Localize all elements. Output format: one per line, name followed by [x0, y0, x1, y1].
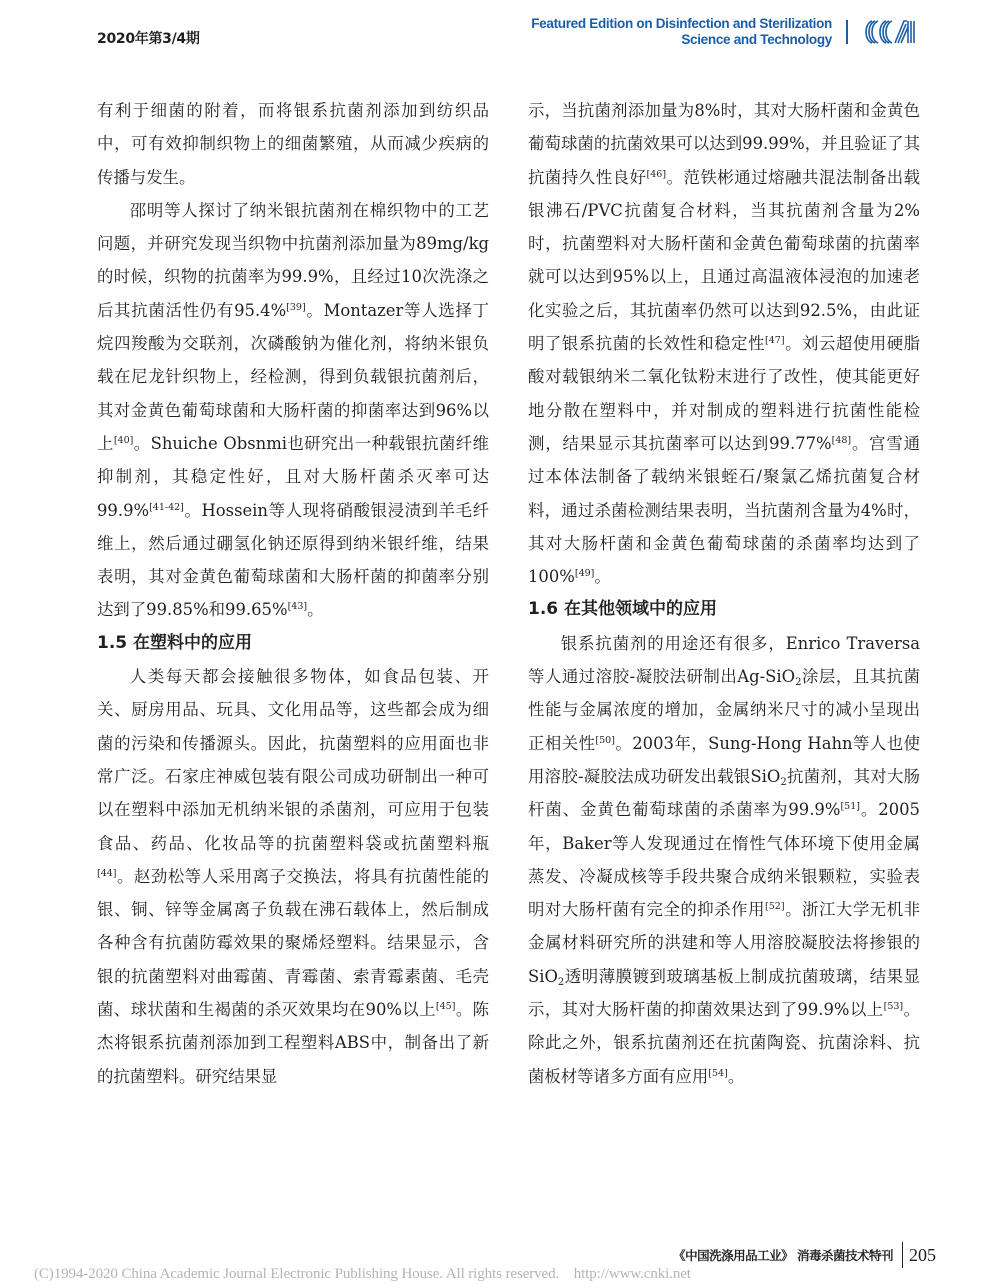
text: 人类每天都会接触很多物体，如食品包装、开关、厨房用品、玩具、文化用品等，这些都会成为细菌的污染和传播源头。因此，抗菌塑料的应用面也非常广泛。石家庄神威包装有限公司成功研制出一种可以在塑料中添加无机纳米银的杀菌剂，可应用于包装食品、药品、化妆品等的抗菌塑料袋或抗菌塑料瓶 — [97, 667, 489, 853]
subscript: 2 — [557, 976, 565, 988]
text: 。浙江大学无机非金属材料研究所的洪建和等人用溶胶凝胶法将掺银的SiO — [528, 900, 921, 986]
edition-title — [531, 16, 832, 47]
citation: [54] — [708, 1067, 728, 1079]
paragraph — [97, 94, 489, 194]
text: 有利于细菌的附着，而将银系抗菌剂添加到纺织品中，可有效抑制织物上的细菌繁殖，从而减少疾病的传播与发生。 — [97, 101, 489, 187]
text: 涂层，且其抗菌性能与金属浓度的增加，金属纳米尺寸的减小呈现出正相关性 — [528, 667, 920, 753]
paragraph — [528, 627, 920, 1093]
text: 。除此之外，银系抗菌剂还在抗菌陶瓷、抗菌涂料、抗菌板材等诸多方面有应用 — [528, 1000, 920, 1086]
text: 示，当抗菌剂添加量为8%时，其对大肠杆菌和金黄色葡萄球菌的抗菌效果可以达到99.99%，并且验证了其抗菌持久性良好 — [528, 101, 920, 187]
journal-name: 《中国洗涤用品工业》 消毒杀菌技术特刊 — [673, 1248, 893, 1263]
text: 。Hossein等人现将硝酸银浸渍到羊毛纤维上，然后通过硼氢化钠还原得到纳米银纤维，结果表明，其对金黄色葡萄球菌和大肠杆菌的抑菌率分别达到了99.85%和99.65% — [97, 500, 489, 620]
text: 。2005年，Baker等人发现通过在惰性气体环境下使用金属蒸发、冷凝成核等手段共聚合成纳米银颗粒，实验表明对大肠杆菌有完全的抑杀作用 — [528, 800, 920, 920]
citation: [47] — [765, 335, 785, 347]
text: 银系抗菌剂的用途还有很多，Enrico Traversa等人通过溶胶-凝胶法研制出Ag-SiO — [528, 633, 920, 687]
text: 。宫雪通过本体法制备了载纳米银蛭石/聚氯乙烯抗菌复合材料，通过杀菌检测结果表明，当抗菌剂含量为4%时，其对大肠杆菌和金黄色葡萄球菌的杀菌率均达到了100% — [528, 433, 921, 587]
text: 。陈杰将银系抗菌剂添加到工程塑料ABS中，制备出了新的抗菌塑料。研究结果显 — [97, 1000, 490, 1086]
citation: [45] — [435, 1001, 456, 1013]
text: 。 — [594, 567, 611, 587]
citation: [43] — [287, 601, 308, 613]
citation: [51] — [840, 801, 860, 813]
text: 。刘云超使用硬脂酸对载银纳米二氧化钛粉末进行了改性，使其能更好地分散在塑料中，并对制成的塑料进行抗菌性能检测，结果显示其抗菌率可以达到99.77% — [528, 334, 921, 453]
footer-divider — [902, 1242, 903, 1268]
text: 邵明等人探讨了纳米银抗菌剂在棉织物中的工艺问题，并研究发现当织物中抗菌剂添加量为89mg/kg的时候，织物的抗菌率为99.9%，且经过10次洗涤之后其抗菌活性仍有95.4% — [97, 200, 489, 320]
citation: [52] — [765, 901, 785, 913]
citation: [41-42] — [149, 501, 184, 513]
subscript: 2 — [795, 677, 802, 689]
left-column — [97, 94, 489, 1093]
citation: [44] — [97, 867, 117, 879]
citation: [53] — [883, 1001, 904, 1013]
citation: [49] — [574, 568, 595, 580]
text: 。 — [727, 1066, 745, 1086]
text: 。赵劲松等人采用离子交换法，将具有抗菌性能的银、铜、锌等金属离子负载在沸石载体上，然后制成各种含有抗菌防霉效果的聚烯烃塑料。结果显示，含银的抗菌塑料对曲霉菌、青霉菌、索青霉素菌、毛壳菌、球状菌和生褐菌的杀灭效果均在90%以上 — [97, 866, 489, 1020]
text: 。Shuiche Obsnmi也研究出一种载银抗菌纤维抑制剂，其稳定性好，且对大肠杆菌杀灭率可达99.9% — [97, 433, 489, 520]
copyright-notice: (C)1994-2020 China Academic Journal Electronic Publishing House. All rights reserved. http://www.cnki.net — [34, 1266, 691, 1282]
page-footer — [673, 1242, 936, 1268]
text: 抗菌剂，其对大肠杆菌、金黄色葡萄球菌的杀菌率为99.9% — [528, 766, 920, 820]
section-heading-1-5: 1.5 在塑料中的应用 — [97, 632, 253, 653]
issue-label: 2020年第3/4期 — [97, 31, 200, 47]
section-heading-1-6: 1.6 在其他领域中的应用 — [528, 599, 718, 620]
text: 。Montazer等人选择丁烷四羧酸为交联剂，次磷酸钠为催化剂，将纳米银负载在尼龙针织物上，经检测，得到负载银抗菌剂后，其对金黄色葡萄球菌和大肠杆菌的抑菌率达到96%以上 — [97, 300, 489, 453]
paragraph — [97, 660, 489, 1093]
text: 透明薄膜镀到玻璃基板上制成抗菌玻璃，结果显示，其对大肠杆菌的抑菌效果达到了99.9%以上 — [528, 966, 920, 1020]
citation: [48] — [831, 434, 852, 446]
text: 。范铁彬通过熔融共混法制备出载银沸石/PVC抗菌复合材料，当其抗菌剂含量为2%时，抗菌塑料对大肠杆菌和金黄色葡萄球菌的抗菌率就可以达到95%以上，且通过高温液体浸泡的加速老化实验之后，其抗菌率仍然可以达到92.5%，由此证明了银系抗菌的长效性和稳定性 — [528, 167, 921, 354]
page-number: 205 — [909, 1244, 936, 1265]
citation: [46] — [646, 168, 667, 180]
citation: [39] — [286, 301, 306, 313]
citation: [40] — [113, 434, 134, 446]
subscript: 2 — [780, 776, 787, 788]
edition-title-line1: Featured Edition on Disinfection and Sterilization — [531, 16, 832, 31]
right-column — [528, 94, 920, 1093]
text: 。2003年，Sung-Hong Hahn等人也使用溶胶-凝胶法成功研发出载银SiO — [528, 733, 920, 786]
text: 。 — [307, 600, 324, 620]
citation: [50] — [595, 734, 615, 746]
header-divider — [846, 20, 848, 44]
paragraph — [528, 94, 920, 593]
ccia-logo-icon — [862, 18, 920, 46]
paragraph — [97, 194, 489, 627]
edition-title-line2: Science and Technology — [681, 31, 832, 47]
